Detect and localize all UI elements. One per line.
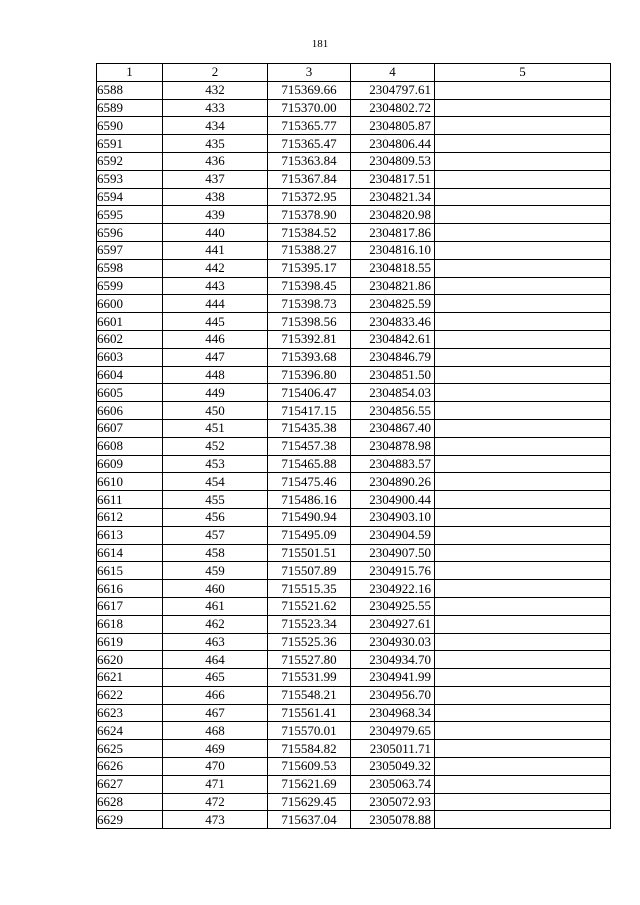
table-cell [435, 633, 611, 651]
page-number: 181 [311, 38, 329, 50]
table-cell: 6593 [97, 170, 163, 188]
table-row [97, 793, 611, 811]
table-cell: 467 [163, 704, 268, 722]
table-cell: 2304915.76 [351, 562, 435, 580]
table-cell [435, 188, 611, 206]
table-cell: 715398.45 [268, 277, 351, 295]
table-cell: 6607 [97, 419, 163, 437]
table-cell: 452 [163, 437, 268, 455]
table-cell: 715363.84 [268, 152, 351, 170]
table-row [97, 81, 611, 99]
table-cell [435, 259, 611, 277]
table-cell: 2304941.99 [351, 669, 435, 687]
table-row [97, 633, 611, 651]
table-cell [435, 722, 611, 740]
table-row [97, 437, 611, 455]
table-cell: 715621.69 [268, 775, 351, 793]
table-cell [435, 437, 611, 455]
table-cell: 2304900.44 [351, 491, 435, 509]
table-row [97, 455, 611, 473]
table-cell: 6589 [97, 99, 163, 117]
table-cell: 6624 [97, 722, 163, 740]
table-cell: 715365.77 [268, 117, 351, 135]
table-cell: 6612 [97, 508, 163, 526]
table-cell [435, 402, 611, 420]
table-cell: 715523.34 [268, 615, 351, 633]
table-cell: 2305049.32 [351, 758, 435, 776]
table-row [97, 348, 611, 366]
table-cell: 2304930.03 [351, 633, 435, 651]
table-cell: 6626 [97, 758, 163, 776]
table-row [97, 384, 611, 402]
table-cell: 2304851.50 [351, 366, 435, 384]
table-cell: 459 [163, 562, 268, 580]
table-cell: 6601 [97, 313, 163, 331]
table-cell: 2304878.98 [351, 437, 435, 455]
table-row [97, 508, 611, 526]
table-cell [435, 241, 611, 259]
table-cell: 440 [163, 224, 268, 242]
table-cell [435, 526, 611, 544]
table-cell: 715486.16 [268, 491, 351, 509]
table-cell: 715521.62 [268, 597, 351, 615]
table-cell: 2304802.72 [351, 99, 435, 117]
table-cell: 6621 [97, 669, 163, 687]
table-cell: 715388.27 [268, 241, 351, 259]
table-cell: 6591 [97, 135, 163, 153]
table-cell: 451 [163, 419, 268, 437]
table-row [97, 277, 611, 295]
table-cell: 6599 [97, 277, 163, 295]
table-cell: 6617 [97, 597, 163, 615]
table-row [97, 135, 611, 153]
table-row [97, 491, 611, 509]
table-cell: 2304922.16 [351, 580, 435, 598]
table-cell: 2304809.53 [351, 152, 435, 170]
table-cell [435, 704, 611, 722]
table-cell: 6608 [97, 437, 163, 455]
table-cell: 715525.36 [268, 633, 351, 651]
table-cell: 438 [163, 188, 268, 206]
table-row [97, 188, 611, 206]
table-cell [435, 224, 611, 242]
table-cell: 6602 [97, 330, 163, 348]
table-row [97, 313, 611, 331]
table-cell [435, 544, 611, 562]
table-cell: 2304854.03 [351, 384, 435, 402]
table-cell: 715507.89 [268, 562, 351, 580]
table-cell: 715378.90 [268, 206, 351, 224]
table-row [97, 241, 611, 259]
table-cell: 6590 [97, 117, 163, 135]
table-row [97, 686, 611, 704]
table-cell: 715435.38 [268, 419, 351, 437]
table-cell: 2304907.50 [351, 544, 435, 562]
column-header-4: 4 [351, 64, 435, 82]
table-cell: 715515.35 [268, 580, 351, 598]
table-cell: 715398.73 [268, 295, 351, 313]
table-cell: 434 [163, 117, 268, 135]
table-row [97, 580, 611, 598]
table-cell: 6600 [97, 295, 163, 313]
table-cell: 2304883.57 [351, 455, 435, 473]
table-cell: 6616 [97, 580, 163, 598]
table-cell: 461 [163, 597, 268, 615]
table-cell: 715501.51 [268, 544, 351, 562]
table-cell: 458 [163, 544, 268, 562]
table-cell: 447 [163, 348, 268, 366]
table-cell: 2304816.10 [351, 241, 435, 259]
table-cell: 2304825.59 [351, 295, 435, 313]
table-cell [435, 366, 611, 384]
table-row [97, 330, 611, 348]
column-header-2: 2 [163, 64, 268, 82]
table-cell: 2304968.34 [351, 704, 435, 722]
table-cell: 460 [163, 580, 268, 598]
table-row [97, 206, 611, 224]
table-cell [435, 81, 611, 99]
table-row [97, 473, 611, 491]
table-cell: 6605 [97, 384, 163, 402]
table-cell: 715629.45 [268, 793, 351, 811]
table-cell: 436 [163, 152, 268, 170]
table-cell: 435 [163, 135, 268, 153]
table-cell: 6604 [97, 366, 163, 384]
table-cell: 471 [163, 775, 268, 793]
table-row [97, 170, 611, 188]
table-row [97, 811, 611, 829]
table-cell [435, 455, 611, 473]
table-cell: 456 [163, 508, 268, 526]
table-cell: 6618 [97, 615, 163, 633]
table-cell: 715465.88 [268, 455, 351, 473]
table-row [97, 722, 611, 740]
table-row [97, 366, 611, 384]
table-cell: 6598 [97, 259, 163, 277]
table-cell: 2304820.98 [351, 206, 435, 224]
table-cell: 715527.80 [268, 651, 351, 669]
table-cell: 6619 [97, 633, 163, 651]
table-cell: 715584.82 [268, 740, 351, 758]
table-cell: 472 [163, 793, 268, 811]
table-cell [435, 491, 611, 509]
table-cell: 715417.15 [268, 402, 351, 420]
table-cell: 715393.68 [268, 348, 351, 366]
table-cell [435, 508, 611, 526]
table-row [97, 259, 611, 277]
table-cell: 6603 [97, 348, 163, 366]
table-cell: 6609 [97, 455, 163, 473]
table-cell: 2304806.44 [351, 135, 435, 153]
table-cell: 715406.47 [268, 384, 351, 402]
table-row [97, 651, 611, 669]
table-cell: 2304925.55 [351, 597, 435, 615]
table-cell [435, 170, 611, 188]
table-cell: 457 [163, 526, 268, 544]
table-cell: 446 [163, 330, 268, 348]
table-cell: 6620 [97, 651, 163, 669]
table-cell: 2305011.71 [351, 740, 435, 758]
table-cell: 2304903.10 [351, 508, 435, 526]
table-cell: 2304842.61 [351, 330, 435, 348]
table-cell: 444 [163, 295, 268, 313]
table-row [97, 544, 611, 562]
table-cell: 442 [163, 259, 268, 277]
table-cell [435, 313, 611, 331]
table-cell: 432 [163, 81, 268, 99]
column-header-3: 3 [268, 64, 351, 82]
table-row [97, 740, 611, 758]
table-cell: 2304833.46 [351, 313, 435, 331]
table-cell: 2304856.55 [351, 402, 435, 420]
table-cell [435, 206, 611, 224]
table-cell: 463 [163, 633, 268, 651]
table-cell [435, 775, 611, 793]
table-cell: 715495.09 [268, 526, 351, 544]
table-cell: 449 [163, 384, 268, 402]
table-cell [435, 135, 611, 153]
table-row [97, 99, 611, 117]
table-cell [435, 562, 611, 580]
table-cell: 470 [163, 758, 268, 776]
table-cell [435, 597, 611, 615]
table-cell: 2304979.65 [351, 722, 435, 740]
table-cell: 6595 [97, 206, 163, 224]
table-row [97, 224, 611, 242]
table-row [97, 562, 611, 580]
table-cell: 2305072.93 [351, 793, 435, 811]
table-cell: 6596 [97, 224, 163, 242]
table-cell: 6613 [97, 526, 163, 544]
table-cell: 454 [163, 473, 268, 491]
table-cell: 715367.84 [268, 170, 351, 188]
table-cell: 6629 [97, 811, 163, 829]
table-cell: 6614 [97, 544, 163, 562]
table-cell: 715396.80 [268, 366, 351, 384]
column-header-1: 1 [97, 64, 163, 82]
table-cell: 469 [163, 740, 268, 758]
table-cell: 715637.04 [268, 811, 351, 829]
table-cell [435, 686, 611, 704]
table-row [97, 669, 611, 687]
table-cell: 2304821.34 [351, 188, 435, 206]
table-cell [435, 152, 611, 170]
table-cell [435, 277, 611, 295]
table-cell: 466 [163, 686, 268, 704]
table-cell: 715365.47 [268, 135, 351, 153]
table-cell: 715392.81 [268, 330, 351, 348]
table-cell: 437 [163, 170, 268, 188]
table-cell: 715561.41 [268, 704, 351, 722]
table-cell [435, 419, 611, 437]
table-cell [435, 758, 611, 776]
table-cell: 715457.38 [268, 437, 351, 455]
table-cell: 2304927.61 [351, 615, 435, 633]
table-cell: 2304956.70 [351, 686, 435, 704]
table-cell: 445 [163, 313, 268, 331]
table-cell: 6627 [97, 775, 163, 793]
table-cell: 6610 [97, 473, 163, 491]
table-cell [435, 330, 611, 348]
table-cell: 450 [163, 402, 268, 420]
table-cell: 453 [163, 455, 268, 473]
table-cell: 6597 [97, 241, 163, 259]
table-cell: 715372.95 [268, 188, 351, 206]
table-cell: 2304904.59 [351, 526, 435, 544]
table-row [97, 419, 611, 437]
table-cell: 715398.56 [268, 313, 351, 331]
table-cell: 448 [163, 366, 268, 384]
table-cell [435, 740, 611, 758]
table-cell: 6625 [97, 740, 163, 758]
table-row [97, 597, 611, 615]
table-row [97, 152, 611, 170]
table-cell: 715609.53 [268, 758, 351, 776]
table-cell [435, 117, 611, 135]
table-row [97, 117, 611, 135]
table-row [97, 704, 611, 722]
table-cell: 2304817.86 [351, 224, 435, 242]
table-cell: 6623 [97, 704, 163, 722]
table-cell: 715384.52 [268, 224, 351, 242]
table-cell: 715570.01 [268, 722, 351, 740]
table-cell: 2305078.88 [351, 811, 435, 829]
table-cell: 2304821.86 [351, 277, 435, 295]
table-cell: 715490.94 [268, 508, 351, 526]
table-cell: 2304797.61 [351, 81, 435, 99]
table-cell: 2304805.87 [351, 117, 435, 135]
table-cell: 2304818.55 [351, 259, 435, 277]
table-cell: 715531.99 [268, 669, 351, 687]
table-cell: 715369.66 [268, 81, 351, 99]
table-cell: 715370.00 [268, 99, 351, 117]
table-row [97, 775, 611, 793]
table-cell: 6588 [97, 81, 163, 99]
coordinates-table [96, 63, 611, 829]
table-cell: 6594 [97, 188, 163, 206]
table-cell: 715395.17 [268, 259, 351, 277]
table-cell: 715475.46 [268, 473, 351, 491]
table-cell: 462 [163, 615, 268, 633]
table-row [97, 402, 611, 420]
table-cell: 443 [163, 277, 268, 295]
table-cell [435, 811, 611, 829]
table-cell: 439 [163, 206, 268, 224]
table-header-row [97, 64, 611, 82]
table-cell: 6611 [97, 491, 163, 509]
table-cell: 468 [163, 722, 268, 740]
table-cell [435, 669, 611, 687]
table-cell: 473 [163, 811, 268, 829]
table-cell [435, 580, 611, 598]
table-cell [435, 99, 611, 117]
table-cell: 441 [163, 241, 268, 259]
table-cell [435, 793, 611, 811]
table-cell [435, 384, 611, 402]
table-cell: 464 [163, 651, 268, 669]
table-cell [435, 615, 611, 633]
table-row [97, 615, 611, 633]
table-row [97, 758, 611, 776]
table-cell: 2304867.40 [351, 419, 435, 437]
table-cell [435, 473, 611, 491]
table-cell: 2304890.26 [351, 473, 435, 491]
table-cell: 715548.21 [268, 686, 351, 704]
table-cell: 455 [163, 491, 268, 509]
table-cell: 6628 [97, 793, 163, 811]
table-row [97, 526, 611, 544]
table-row [97, 295, 611, 313]
table-cell: 6592 [97, 152, 163, 170]
column-header-5: 5 [435, 64, 611, 82]
table-cell [435, 348, 611, 366]
table-cell [435, 651, 611, 669]
table-cell [435, 295, 611, 313]
table-cell: 2304846.79 [351, 348, 435, 366]
table-cell: 433 [163, 99, 268, 117]
table-cell: 6606 [97, 402, 163, 420]
table-cell: 2304934.70 [351, 651, 435, 669]
table-cell: 2304817.51 [351, 170, 435, 188]
table-cell: 6622 [97, 686, 163, 704]
table-cell: 465 [163, 669, 268, 687]
table-cell: 6615 [97, 562, 163, 580]
table-cell: 2305063.74 [351, 775, 435, 793]
